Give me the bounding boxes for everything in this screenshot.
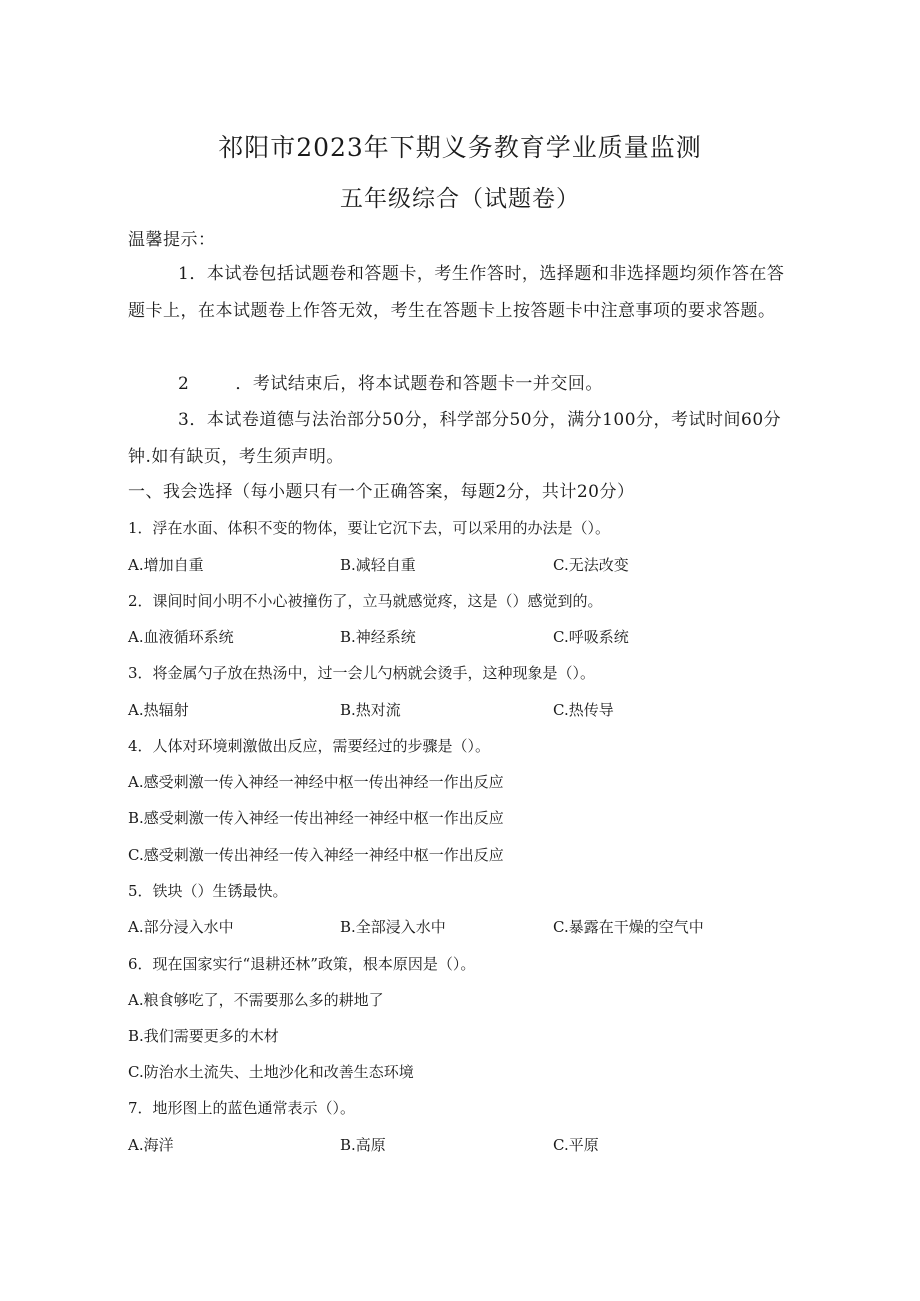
question-4: 4．人体对环境刺激做出反应，需要经过的步骤是（）。 — [128, 737, 491, 755]
notice-item-3: 3．本试卷道德与法治部分50分，科学部分50分，满分100分，考试时间60分钟.如有缺页，考生须声明。 — [128, 410, 782, 467]
q5-option-b: B.全部浸入水中 — [340, 918, 446, 936]
q1-option-a: A.增加自重 — [128, 556, 204, 574]
q2-option-a: A.血液循环系统 — [128, 628, 234, 646]
q5-option-c: C.暴露在干燥的空气中 — [553, 918, 704, 936]
q1-option-c: C.无法改变 — [553, 556, 629, 574]
q4-option-c: C.感受刺激一传出神经一传入神经一神经中枢一作出反应 — [128, 846, 504, 864]
notice-heading: 温馨提示： — [128, 230, 216, 250]
q3-option-b: B.热对流 — [340, 701, 401, 719]
q6-option-c: C.防治水土流失、土地沙化和改善生态环境 — [128, 1063, 414, 1081]
question-3: 3．将金属勺子放在热汤中，过一会儿勺柄就会烫手，这种现象是（）。 — [128, 664, 596, 682]
q5-option-a: A.部分浸入水中 — [128, 918, 234, 936]
notice-item-2-number: 2 — [178, 374, 190, 394]
q3-option-c: C.热传导 — [553, 701, 614, 719]
page-title: 祁阳市2023年下期义务教育学业质量监测 — [218, 133, 702, 162]
q3-option-a: A.热辐射 — [128, 701, 189, 719]
question-6: 6．现在国家实行“退耕还林”政策，根本原因是（）。 — [128, 955, 476, 973]
question-1: 1．浮在水面、体积不变的物体，要让它沉下去，可以采用的办法是（）。 — [128, 519, 611, 537]
q4-option-a: A.感受刺激一传入神经一神经中枢一传出神经一作出反应 — [128, 773, 504, 791]
section-heading: 一、我会选择（每小题只有一个正确答案，每题2分，共计20分） — [128, 482, 635, 502]
q7-option-b: B.高原 — [340, 1136, 386, 1154]
q2-option-b: B.神经系统 — [340, 628, 416, 646]
notice-item-1: 1．本试卷包括试题卷和答题卡，考生作答时，选择题和非选择题均须作答在答题卡上，在本试题卷上作答无效，考生在答题卡上按答题卡中注意事项的要求答题。 — [128, 264, 785, 321]
question-2: 2．课间时间小明不小心被撞伤了，立马就感觉疼，这是（）感觉到的。 — [128, 592, 603, 610]
q7-option-c: C.平原 — [553, 1136, 599, 1154]
notice-item-2 — [128, 366, 793, 403]
question-5: 5．铁块（）生锈最快。 — [128, 882, 288, 900]
q1-option-b: B.减轻自重 — [340, 556, 416, 574]
page-subtitle: 五年级综合（试题卷） — [340, 186, 580, 212]
q6-option-a: A.粮食够吃了，不需要那么多的耕地了 — [128, 991, 384, 1009]
q7-option-a: A.海洋 — [128, 1136, 174, 1154]
notice-item-2-text: ．考试结束后，将本试题卷和答题卡一并交回。 — [235, 374, 603, 394]
question-7: 7．地形图上的蓝色通常表示（）。 — [128, 1099, 356, 1117]
q4-option-b: B.感受刺激一传入神经一传出神经一神经中枢一作出反应 — [128, 809, 504, 827]
q2-option-c: C.呼吸系统 — [553, 628, 629, 646]
q6-option-b: B.我们需要更多的木材 — [128, 1027, 279, 1045]
